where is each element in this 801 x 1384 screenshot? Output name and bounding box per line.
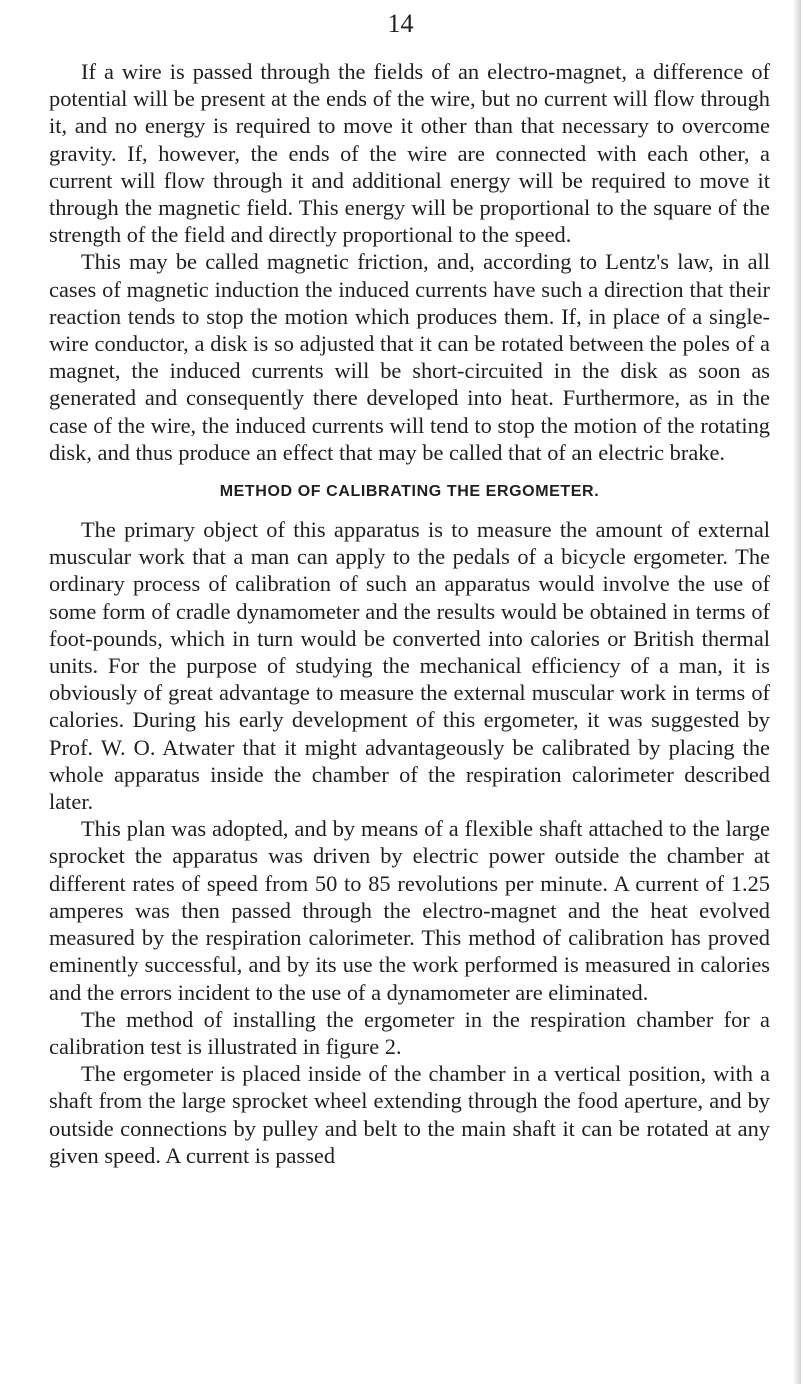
- paragraph-plan-adopted: This plan was adopted, and by means of a flexible shaft attached to the large sprocket the apparatus was driven by electric power outside the chamber at different rates of speed from 50 to 85 revolutions per minute. A current of 1.25 amperes was then passed through the electro-magnet and the heat evolved measured by the respiration calorimeter. This method of calibration has proved eminently successful, and by its use the work performed is measured in calories and the errors incident to the use of a dynamometer are eliminated.: [49, 816, 770, 1005]
- section-heading: METHOD OF CALIBRATING THE ERGOMETER.: [219, 483, 600, 501]
- paragraph-magnetic-friction: This may be called magnetic friction, and, according to Lentz's law, in all cases of magnetic induction the induced currents have such a direction that their reaction tends to stop the motion which produces them. If, in place of a single-wire conductor, a disk is so adjusted that it can be rotated between the poles of a magnet, the induced currents will be short-circuited in the disk as soon as generated and consequently there developed into heat. Furthermore, as in the case of the wire, the induced currents will tend to stop the motion of the rotating disk, and thus produce an effect that may be called that of an electric brake.: [49, 249, 770, 465]
- page-edge-shadow: [793, 0, 801, 1384]
- page-number: 14: [387, 9, 414, 38]
- page-body: [49, 58, 770, 1169]
- paragraph-wire-potential: If a wire is passed through the fields of an electro-magnet, a difference of potential will be present at the ends of the wire, but no current will flow through it, and no energy is required to move it other than that necessary to overcome gravity. If, however, the ends of the wire are connected with each other, a current will flow through it and additional energy will be required to move it through the magnetic field. This energy will be proportional to the square of the strength of the field and directly proportional to the speed.: [49, 59, 770, 248]
- paragraph-installation-method: The method of installing the ergometer in the respiration chamber for a calibration test is illustrated in figure 2.: [49, 1006, 770, 1059]
- paragraph-vertical-position: The ergometer is placed inside of the chamber in a vertical position, with a shaft from the large sprocket wheel extending through the food aperture, and by outside connections by pulley and belt to the main shaft it can be rotated at any given speed. A current is passed: [49, 1061, 770, 1168]
- paragraph-primary-object: The primary object of this apparatus is to measure the amount of external muscular work that a man can apply to the pedals of a bicycle ergometer. The ordinary process of calibration of such an apparatus would involve the use of some form of cradle dynamometer and the results would be obtained in terms of foot-pounds, which in turn would be converted into calories or British thermal units. For the purpose of studying the mechanical efficiency of a man, it is obviously of great advantage to measure the external muscular work in terms of calories. During his early development of this ergometer, it was suggested by Prof. W. O. Atwater that it might advantageously be calibrated by placing the whole apparatus inside the chamber of the respiration calorimeter described later.: [49, 517, 770, 815]
